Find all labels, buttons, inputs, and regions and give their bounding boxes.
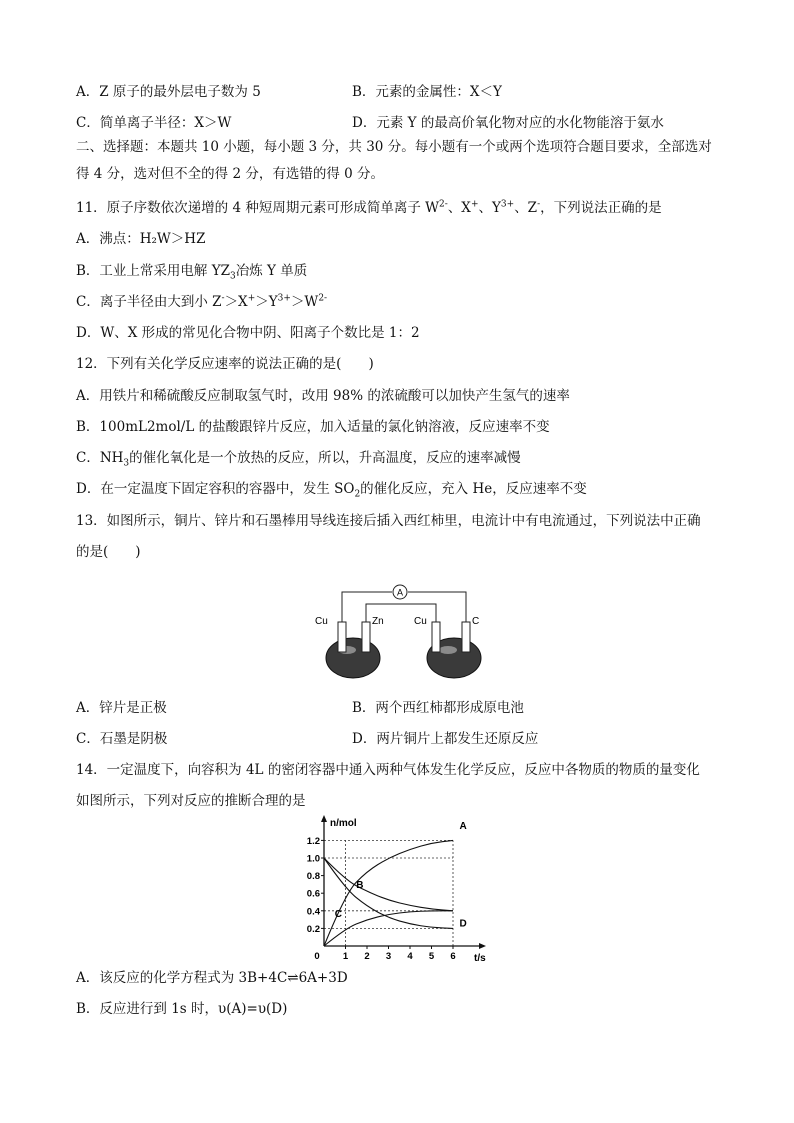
copper-electrode (432, 622, 440, 652)
y-tick-label: 1.0 (306, 853, 320, 865)
q11-option-c: C．离子半径由大到小 $Z^->X^+>Y^{3+}>W^{2-}$ (76, 293, 328, 310)
y-tick-label: 0.4 (306, 906, 320, 918)
q14-stem-line2: 如图所示，下列对反应的推断合理的是 (76, 793, 306, 809)
graphite-electrode (462, 622, 470, 652)
x-axis-label: t/s (474, 953, 486, 964)
x-tick-label: 2 (364, 951, 370, 962)
series-line-a (324, 840, 453, 946)
zinc-electrode (362, 622, 370, 652)
q13-option-d: D．两片铜片上都发生还原反应 (352, 731, 539, 747)
tomato-battery-figure (300, 580, 500, 690)
x-tick-label: 1 (342, 951, 349, 962)
x-tick-label: 0 (314, 951, 320, 962)
series-line-c (324, 858, 453, 928)
series-label-d: D (459, 918, 467, 930)
section-heading-line2: 得 4 分，选对但不全的得 2 分，有选错的得 0 分。 (76, 166, 385, 182)
electrode-label-zn: Zn (372, 616, 384, 627)
q13-stem-line2: 的是( ) (76, 544, 141, 560)
q11-option-d: D．W、X 形成的常见化合物中阴、阳离子个数比是 1：2 (76, 325, 420, 341)
amount-time-chart (300, 812, 500, 964)
electrode-label-cu-1: Cu (315, 616, 328, 627)
q12-option-c: C．$NH_3$的催化氧化是一个放热的反应，所以，升高温度，反应的速率减慢 (76, 450, 521, 469)
electrode-label-cu-2: Cu (414, 616, 427, 627)
q10-option-a: A．Z 原子的最外层电子数为 5 (76, 84, 261, 100)
x-tick-label: 5 (428, 951, 435, 962)
x-axis-arrow-icon (479, 943, 486, 949)
q10-option-b: B．元素的金属性：X＜Y (352, 84, 502, 100)
q13-option-c: C．石墨是阴极 (76, 731, 168, 747)
q11-option-b: B．工业上常采用电解 $YZ_3$冶炼 Y 单质 (76, 263, 308, 282)
y-axis-arrow-icon (321, 815, 327, 822)
q14-option-a: A．该反应的化学方程式为 3B+4C⇌6A+3D (76, 970, 348, 986)
tomato-icon (326, 638, 380, 678)
x-tick-label: 4 (407, 951, 413, 962)
ammeter-label: A (396, 587, 404, 598)
electrode-label-c: C (472, 616, 480, 627)
q11-option-a: A．沸点：H₂W＞HZ (76, 231, 206, 247)
q11-stem: 11．原子序数依次递增的 4 种短周期元素可形成简单离子 $W^{2-}$、X+、$Y^{3+}$、Z-，下列说法正确的是 (76, 199, 662, 216)
x-tick-label: 6 (450, 951, 456, 962)
q10-option-c: C．简单离子半径：X＞W (76, 115, 232, 131)
y-tick-label: 1.2 (306, 835, 320, 847)
y-tick-label: 0.2 (306, 923, 320, 935)
q13-stem-line1: 13．如图所示，铜片、锌片和石墨棒用导线连接后插入西红柿里，电流计中有电流通过，下列说法中正确 (76, 513, 701, 529)
q12-option-a: A．用铁片和稀硫酸反应制取氢气时，改用 98% 的浓硫酸可以加快产生氢气的速率 (76, 388, 570, 404)
q14-stem-line1: 14．一定温度下，向容积为 4L 的密闭容器中通入两种气体发生化学反应，反应中各物质的物质的量变化 (76, 762, 700, 778)
y-tick-label: 0.6 (306, 888, 320, 900)
q12-option-b: B．100mL2mol/L 的盐酸跟锌片反应，加入适量的氯化钠溶液，反应速率不变 (76, 419, 550, 435)
series-label-a: A (459, 820, 467, 832)
q12-option-d: D．在一定温度下固定容积的容器中，发生 $SO_2$的催化反应，充入 He，反应速率不变 (76, 481, 587, 500)
section-heading-line1: 二、选择题：本题共 10 小题，每小题 3 分，共 30 分。每小题有一个或两个选项符合题目要求，全部选对 (76, 139, 712, 155)
q12-stem: 12．下列有关化学反应速率的说法正确的是( ) (76, 356, 374, 372)
x-tick-label: 3 (385, 951, 392, 962)
y-tick-label: 0.8 (306, 871, 320, 883)
y-axis-label: n/mol (330, 818, 357, 829)
series-label-b: B (356, 879, 364, 891)
copper-electrode (338, 622, 346, 652)
q10-option-d: D．元素 Y 的最高价氧化物对应的水化物能溶于氨水 (352, 115, 664, 131)
series-label-c: C (334, 908, 342, 920)
q13-option-b: B．两个西红柿都形成原电池 (352, 700, 524, 716)
q13-option-a: A．锌片是正极 (76, 700, 167, 716)
q14-option-b: B．反应进行到 1s 时，υ(A)=υ(D) (76, 1001, 288, 1017)
